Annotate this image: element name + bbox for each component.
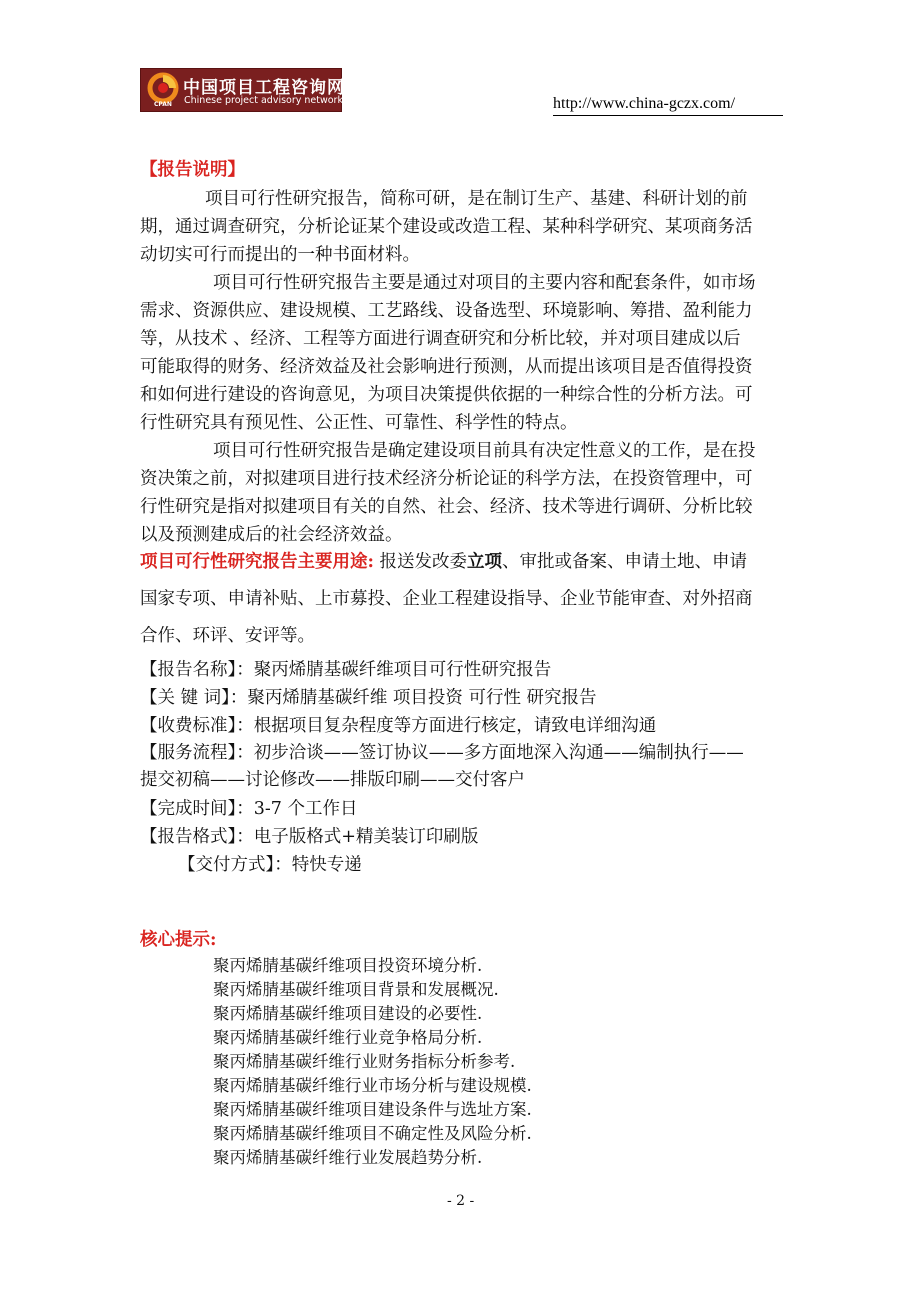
report-fee: 【收费标准】：根据项目复杂程度等方面进行核定，请致电详细沟通 bbox=[140, 716, 657, 736]
intro-paragraph-line: 需求、资源供应、建设规模、工艺路线、设备选型、环境影响、筹措、盈利能力 bbox=[140, 301, 753, 321]
usage-text-pre: 报送发改委 bbox=[373, 552, 468, 572]
site-url-link[interactable]: http://www.china-gczx.com/ bbox=[553, 95, 736, 112]
service-process-line-1: 【服务流程】：初步洽谈——签订协议——多方面地深入沟通——编制执行—— bbox=[140, 743, 744, 763]
intro-paragraph-line: 行性研究是指对拟建项目有关的自然、社会、经济、技术等进行调研、分析比较 bbox=[140, 497, 753, 517]
core-tip-item: 聚丙烯腈基碳纤维行业发展趋势分析. bbox=[213, 1148, 483, 1167]
usage-line-1 bbox=[140, 552, 747, 572]
intro-paragraph-line: 和如何进行建设的咨询意见，为项目决策提供依据的一种综合性的分析方法。可 bbox=[140, 385, 753, 405]
header-divider bbox=[553, 115, 783, 116]
core-tip-item: 聚丙烯腈基碳纤维项目不确定性及风险分析. bbox=[213, 1124, 532, 1143]
intro-paragraph-line: 等，从技术 、经济、工程等方面进行调查研究和分析比较，并对项目建成以后 bbox=[140, 329, 741, 349]
core-tip-item: 聚丙烯腈基碳纤维行业财务指标分析参考. bbox=[213, 1052, 516, 1071]
usage-line-3: 合作、环评、安评等。 bbox=[140, 626, 315, 646]
report-format: 【报告格式】：电子版格式+精美装订印刷版 bbox=[140, 827, 479, 847]
logo-subtitle: Chinese project advisory network bbox=[184, 95, 343, 106]
service-process-line-2: 提交初稿——讨论修改——排版印刷——交付客户 bbox=[140, 770, 525, 790]
intro-paragraph-line: 期，通过调查研究，分析论证某个建设或改造工程、某种科学研究、某项商务活 bbox=[140, 217, 753, 237]
cpan-emblem-icon bbox=[145, 72, 181, 108]
page-number: - 2 - bbox=[447, 1193, 475, 1209]
report-name: 【报告名称】：聚丙烯腈基碳纤维项目可行性研究报告 bbox=[140, 660, 552, 680]
core-tip-item: 聚丙烯腈基碳纤维行业竞争格局分析. bbox=[213, 1028, 483, 1047]
intro-paragraph-line: 以及预测建成后的社会经济效益。 bbox=[140, 525, 403, 545]
completion-time: 【完成时间】：3-7 个工作日 bbox=[140, 799, 358, 819]
core-tips-heading: 核心提示: bbox=[140, 930, 217, 950]
report-keywords: 【关 键 词】：聚丙烯腈基碳纤维 项目投资 可行性 研究报告 bbox=[140, 688, 597, 708]
usage-label: 项目可行性研究报告主要用途: bbox=[140, 552, 374, 572]
intro-paragraph-line: 项目可行性研究报告主要是通过对项目的主要内容和配套条件，如市场 bbox=[213, 273, 756, 293]
core-tip-item: 聚丙烯腈基碳纤维项目投资环境分析. bbox=[213, 956, 483, 975]
core-tip-item: 聚丙烯腈基碳纤维项目建设的必要性. bbox=[213, 1004, 483, 1023]
intro-paragraph-line: 行性研究具有预见性、公正性、可靠性、科学性的特点。 bbox=[140, 413, 578, 433]
usage-text-bold: 立项 bbox=[467, 552, 503, 572]
site-logo[interactable] bbox=[140, 68, 345, 112]
intro-paragraph-line: 资决策之前，对拟建项目进行技术经济分析论证的科学方法，在投资管理中，可 bbox=[140, 469, 753, 489]
intro-paragraph-line: 动切实可行而提出的一种书面材料。 bbox=[140, 245, 420, 265]
emblem-badge-text: CPAN bbox=[154, 101, 172, 108]
usage-text-post: 、审批或备案、申请土地、申请 bbox=[502, 552, 748, 572]
report-intro-heading: 【报告说明】 bbox=[140, 160, 245, 180]
intro-paragraph-line: 项目可行性研究报告，简称可研，是在制订生产、基建、科研计划的前 bbox=[205, 189, 748, 209]
intro-paragraph-line: 可能取得的财务、经济效益及社会影响进行预测，从而提出该项目是否值得投资 bbox=[140, 357, 753, 377]
logo-title: 中国项目工程咨询网 bbox=[183, 78, 345, 98]
core-tip-item: 聚丙烯腈基碳纤维项目背景和发展概况. bbox=[213, 980, 499, 999]
intro-paragraph-line: 项目可行性研究报告是确定建设项目前具有决定性意义的工作，是在投 bbox=[213, 441, 756, 461]
delivery-method: 【交付方式】：特快专递 bbox=[178, 855, 362, 875]
usage-line-2: 国家专项、申请补贴、上市募投、企业工程建设指导、企业节能审查、对外招商 bbox=[140, 589, 753, 609]
core-tip-item: 聚丙烯腈基碳纤维项目建设条件与选址方案. bbox=[213, 1100, 532, 1119]
core-tip-item: 聚丙烯腈基碳纤维行业市场分析与建设规模. bbox=[213, 1076, 532, 1095]
